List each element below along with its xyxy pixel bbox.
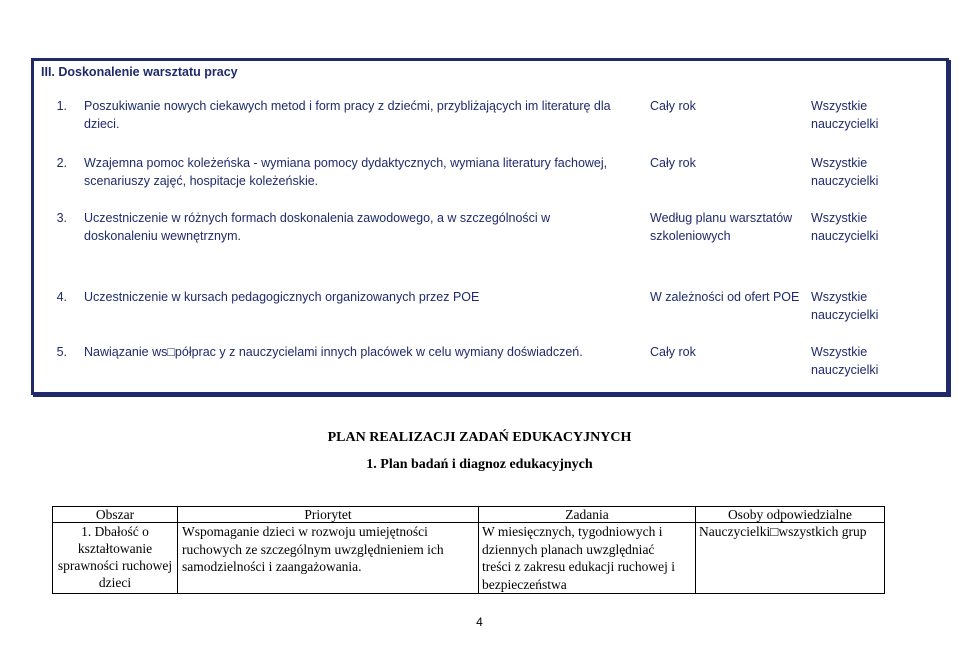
item-who: Wszystkie nauczycielki [811,345,879,377]
item-who: Wszystkie nauczycielki [811,156,879,188]
item-who: Wszystkie nauczycielki [811,99,879,131]
column-header: Zadania [479,507,696,523]
plan-table [52,506,885,594]
item-when: Cały rok [650,345,696,359]
item-when: W zależności od ofert POE [650,290,800,304]
item-task: Nawiązanie ws□półprac y z nauczycielami innych placówek w celu wymiany doświadczeń. [84,345,583,359]
cell-area: 1. Dbałość o kształtowanie sprawności ruchowej dzieci [53,523,178,594]
cell-tasks [479,523,696,594]
cell-tasks-text: W miesięcznych, tygodniowych i dziennych planach uwzględniać treści z zakresu edukacji ruchowej i bezpieczeństwa [482,524,676,592]
column-header: Osoby odpowiedzialne [696,507,885,523]
plan-subtitle: 1. Plan badań i diagnoz edukacyjnych [366,457,593,472]
section-title: III. Doskonalenie warsztatu pracy [41,65,238,79]
item-when: Cały rok [650,99,696,113]
cell-priority [178,523,479,594]
item-number: 4. [56,290,67,304]
item-task: Uczestniczenie w kursach pedagogicznych organizowanych przez POE [84,290,480,304]
column-header: Obszar [53,507,178,523]
item-when: Według planu warsztatów szkoleniowych [650,211,793,243]
item-when: Cały rok [650,156,696,170]
cell-priority-text: Wspomaganie dzieci w rozwoju umiejętności ruchowych ze szczególnym uwzględnieniem ich samodzielności i zaangażowania. [182,524,444,574]
item-number: 1. [56,99,67,113]
item-number: 3. [56,211,67,225]
item-task: Wzajemna pomoc koleżeńska - wymiana pomocy dydaktycznych, wymiana literatury fachowej, scenariuszy zajęć, hospitacje koleżeńskie. [84,156,608,188]
page-number: 4 [476,615,483,629]
cell-persons: Nauczycielki□wszystkich grup [696,523,885,594]
item-number: 5. [56,345,67,359]
item-number: 2. [56,156,67,170]
item-task: Poszukiwanie nowych ciekawych metod i form pracy z dziećmi, przybliżających im literaturę dla dzieci. [84,99,611,131]
item-task: Uczestniczenie w różnych formach doskonalenia zawodowego, a w szczególności w doskonaleniu wewnętrznym. [84,211,551,243]
table-header-row [53,507,885,523]
table-row [53,523,885,594]
item-who: Wszystkie nauczycielki [811,211,879,243]
item-who: Wszystkie nauczycielki [811,290,879,322]
plan-title: PLAN REALIZACJI ZADAŃ EDUKACYJNYCH [327,430,632,445]
column-header: Priorytet [178,507,479,523]
